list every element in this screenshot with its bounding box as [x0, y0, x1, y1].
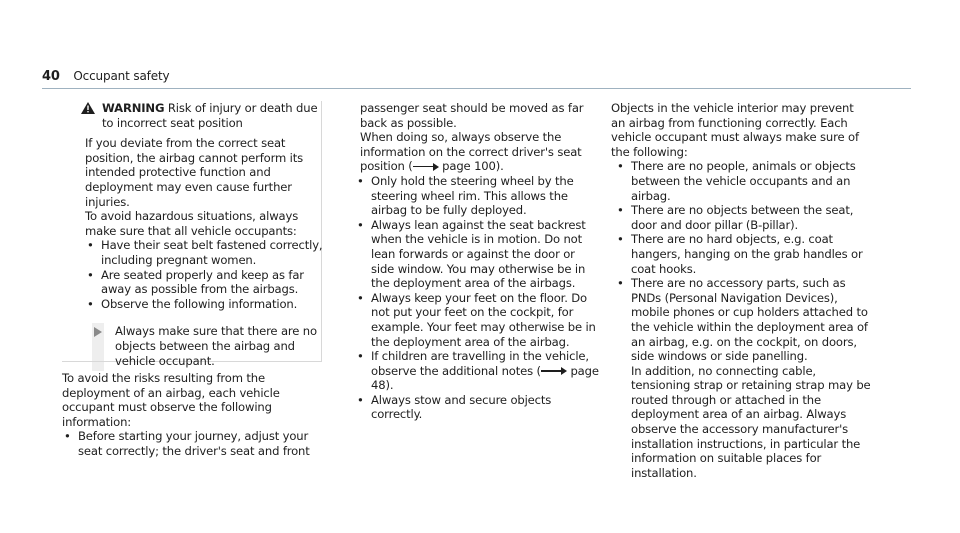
col2-list	[355, 174, 600, 422]
col2-when-text: When doing so, always observe the information on the correct driver's seat position (	[360, 130, 582, 174]
header-rule	[42, 88, 911, 89]
list-item: • Have their seat belt fastened correctly, including pregnant women.	[85, 238, 325, 267]
column-1-body	[62, 371, 322, 459]
page-ref-48[interactable]: page 48).	[371, 363, 599, 393]
col1-list	[62, 429, 322, 458]
page-ref-100[interactable]: page 100).	[438, 159, 504, 174]
warning-label: WARNING	[102, 101, 165, 115]
warning-paragraph-2: To avoid hazardous situations, always make sure that all vehicle occupants:	[85, 209, 299, 238]
warning-list	[85, 238, 325, 311]
list-item: • There are no hard objects, e.g. coat hangers, hanging on the grab handles or coat hooks.	[615, 232, 871, 276]
page-ref-arrow-icon	[413, 163, 439, 171]
list-item: • Always lean against the seat backrest when the vehicle is in motion. Do not lean forwards or against the door or side window. You may otherwise be in the deployment area of the airbags.	[355, 218, 600, 291]
warning-title-text: Risk of injury or death due to incorrect seat position	[102, 101, 318, 130]
list-item: • Only hold the steering wheel by the steering wheel rim. This allows the airbag to be fully deployed.	[355, 174, 600, 218]
col2-when	[360, 130, 600, 174]
list-item: • There are no objects between the seat, door and door pillar (B-pillar).	[615, 203, 871, 232]
note-arrow-icon	[94, 327, 102, 337]
warning-body	[73, 136, 325, 368]
col2-continuation: passenger seat should be moved as far back as possible.	[360, 101, 584, 130]
list-item: • Are seated properly and keep as far away as possible from the airbags.	[85, 268, 325, 297]
page-header	[42, 69, 169, 85]
list-item: • Always stow and secure objects correctly.	[355, 393, 600, 422]
col3-paragraph-1: Objects in the vehicle interior may prevent an airbag from functioning correctly. Each vehicle occupant must always make sure of the following:	[611, 101, 859, 159]
note-block	[85, 324, 325, 368]
col3-list	[611, 159, 871, 363]
page-ref-arrow-icon	[541, 367, 567, 375]
list-item: • Before starting your journey, adjust your seat correctly; the driver's seat and front	[62, 429, 322, 458]
col3-addition: In addition, no connecting cable, tensioning strap or retaining strap may be routed through or attached in the deployment area of an airbag. Always observe the accessory manufacturer's installation instructions, in particular the information on suitable places for installation.	[631, 363, 871, 480]
warning-title	[73, 101, 325, 130]
list-item: • There are no accessory parts, such as PNDs (Personal Navigation Devices), mobile phones or cup holders attached to the vehicle within the deployment area of an airbag, e.g. on the cockpit, on doors, side windows or side panelling.	[615, 276, 871, 364]
note-text: Always make sure that there are no objects between the airbag and vehicle occupant.	[115, 324, 317, 368]
column-2	[355, 101, 600, 422]
column-1	[62, 101, 325, 458]
section-title: Occupant safety	[73, 69, 170, 83]
col1-paragraph-1: To avoid the risks resulting from the deployment of an airbag, each vehicle occupant must observe the following information:	[62, 371, 280, 429]
page-number: 40	[42, 69, 60, 84]
column-3	[611, 101, 871, 480]
list-item: • Observe the following information.	[85, 297, 325, 312]
warning-triangle-icon	[81, 102, 95, 114]
warning-paragraph-1: If you deviate from the correct seat position, the airbag cannot perform its intended protective function and deployment may even cause further injuries.	[85, 136, 304, 209]
list-item: • There are no people, animals or objects between the vehicle occupants and an airbag.	[615, 159, 871, 203]
list-item	[355, 349, 600, 393]
children-text: If children are travelling in the vehicle, observe the additional notes (	[371, 349, 589, 378]
list-item: • Always keep your feet on the floor. Do not put your feet on the cockpit, for example. Your feet may otherwise be in the deployment area of the airbag.	[355, 291, 600, 349]
